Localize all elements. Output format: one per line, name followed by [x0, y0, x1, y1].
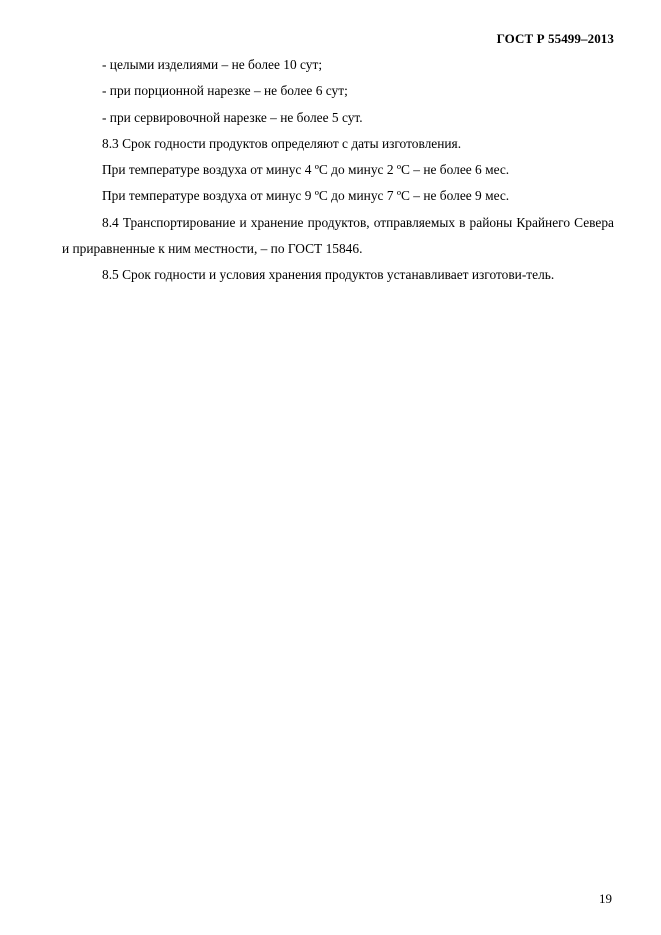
list-item: - целыми изделиями – не более 10 сут;: [102, 57, 323, 72]
paragraph-8-3: 8.3 Срок годности продуктов определяют с даты изготовления.: [102, 135, 462, 151]
document-header: ГОСТ Р 55499–2013: [496, 31, 614, 46]
document-body: [62, 52, 614, 289]
page-number: 19: [599, 891, 612, 906]
paragraph-8-4: 8.4 Транспортирование и хранение продуктов, отправляемых в районы Крайнего Севера и приравненные к ним местности, – по ГОСТ 15846.: [62, 214, 614, 257]
temperature-line: При температуре воздуха от минус 9 ºС до минус 7 ºС – не более 9 мес.: [102, 188, 510, 204]
paragraph-8-5: 8.5 Срок годности и условия хранения продуктов устанавливает изготови-тель.: [102, 267, 555, 283]
temperature-line: При температуре воздуха от минус 4 ºС до минус 2 ºС – не более 6 мес.: [102, 162, 510, 178]
list-item: - при порционной нарезке – не более 6 сут;: [102, 83, 348, 99]
list-item: - при сервировочной нарезке – не более 5 сут.: [102, 109, 363, 125]
